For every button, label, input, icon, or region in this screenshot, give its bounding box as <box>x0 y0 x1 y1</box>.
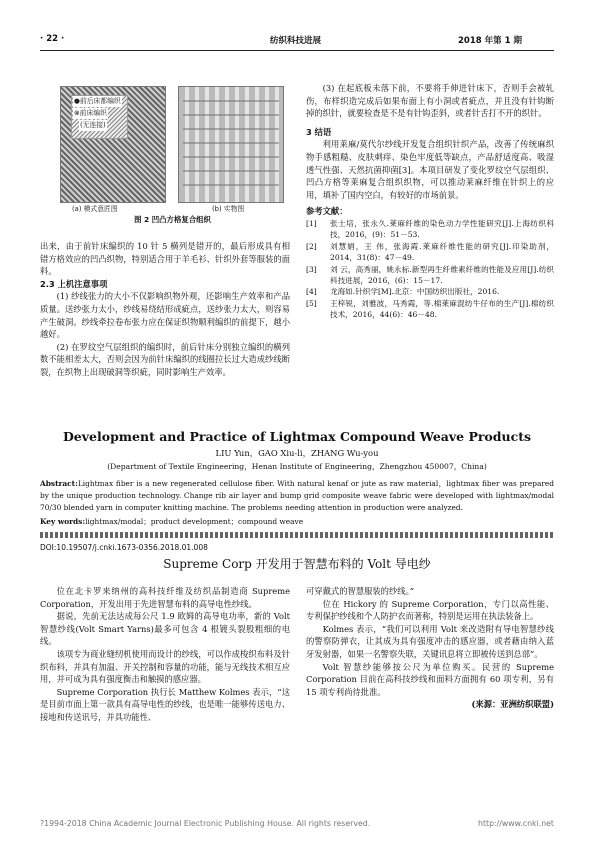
left-column <box>40 240 290 379</box>
fabric-photo-image <box>178 86 284 203</box>
references-title: 参考文献： <box>306 206 348 217</box>
paragraph: Kolmes 表示，“我们可以利用 Volt 来改造附有导电智慧纱线的警察防弹衣，让其成为具有强度冲击的感应器，或者藉由纳入蓝牙发射器，如果一名警察失联，关键讯息将立即被传送到总部”。 <box>306 623 554 659</box>
english-authors: LIU Yun，GAO Xiu-li，ZHANG Wu-you <box>215 448 379 458</box>
reference-item: [2] 刘慧娟，王 伟，张海霞.莱麻纤维性能的研究[J].印染助剂，2014，31(8)：47－49. <box>306 241 554 263</box>
section-heading-3: 3 结语 <box>306 126 332 137</box>
copyright-text: ?1994-2018 China Academic Journal Electronic Publishing House. All rights reserved. <box>40 819 371 828</box>
right-column <box>306 82 554 321</box>
paragraph: 位在 Hickory 的 Supreme Corporation，专门以高性能、专利保护纱线和个人防护衣而著称，特别是运用在执法装备上。 <box>306 598 554 622</box>
legend-label-1: ●前后床都编织 <box>74 97 121 105</box>
running-header <box>0 34 595 50</box>
english-affiliation: (Department of Textile Engineering，Henan Institute of Engineering，Zhengzhou 450007，China) <box>107 462 487 471</box>
reference-item: [5] 王梓锐，刘雅波，马秀霞，等.棉莱麻混纺牛仔布的生产[J].棉纺织技术，2016，44(6)：46－48. <box>306 298 554 320</box>
abstract-label: Abstract: <box>40 479 78 488</box>
section-heading-2-3: 2.3 上机注意事项 <box>40 278 108 289</box>
legend-label-2: ⊗前床编织 <box>74 109 107 117</box>
figure-2 <box>60 82 285 232</box>
subfigure-a-label: (a) 模式意匠图 <box>72 205 118 213</box>
paragraph: 可穿戴式的智慧服装的纱线。” <box>306 586 414 596</box>
copyright-footer <box>40 819 554 828</box>
issue-label: 2018 年第 1 期 <box>458 36 522 46</box>
reference-item: [4] 龙海如.针织学[M].北京：中国纺织出版社，2016. <box>306 287 500 297</box>
paragraph: 出来，由于前针床编织的 10 针 5 横列是错开的，最后形成具有相错方格效应的凹凸织物，特别适合用于羊毛衫、针织外套等服装的面料。 <box>40 241 290 277</box>
cnki-link[interactable]: http://www.cnki.net <box>478 819 554 828</box>
paragraph: 利用莱麻/莫代尔纱线开发复合组织针织产品，改善了传统麻织物手感粗糙、皮肤刺痒、染色牢度低等缺点，产品舒适度高、吸湿透气性强、天然抗菌抑菌[3]。本项目研发了变化罗纹空气层组织、凹凸方格等莱麻复合组织织物，可以推动莱麻纤维在针织上的应用，填补了国内空白，有较好的市场前景。 <box>306 139 554 200</box>
paragraph: 该项专为商业缝纫机使用而设计的纱线，可以作成梭织布料及针织布料，并具有加温、开关控制和容量的功能，能与无线技术相互应用，并可成为具有强度衡击和触摸的感应器。 <box>40 648 290 685</box>
figure-caption: 图 2 凹凸方格复合组织 <box>134 215 211 224</box>
paragraph: 位在北卡罗来纳州的高科技纤维及纺织品制造商 Supreme Corporation，开发出用于先进智慧布料的高导电性纱线。 <box>40 586 290 609</box>
pattern-diagram-image <box>60 86 166 203</box>
subfigure-b-label: (b) 实物图 <box>212 205 245 213</box>
reference-item: [1] 张士培，张永久.莱麻纤维的染色动力学性能研究[J].上海纺织科技，2016，(9)：51－53. <box>306 218 554 240</box>
paragraph: Volt 智慧纱能够按公尺为单位购买。民营的 Supreme Corporation 目前在高科技纱线和面料方面拥有 60 项专利，另有 15 项专利尚待批准。 <box>306 661 554 697</box>
paragraph: (2) 在罗纹空气层组织的编织时，前后针床分别独立编织的横列数不能相差太大，否则会因为前针床编织的线圈拉长过大造成纱线断裂，在织物上出现破洞等织疵，同时影响生产效率。 <box>40 341 290 377</box>
english-abstract: Abstract:Lightmax fiber is a new regenerated cellulose fiber. With natural kenaf or jute as raw material，lightmax fiber was prepared by the unique production technology. Change rib air layer and bump grid composite weave fabric were developed with lightmax/modal 70/30 blended yarn in computer knitting machine. The problems needing attention in production were analyzed. <box>40 479 554 512</box>
section-separator <box>40 532 554 538</box>
doi-line: DOI:10.19507/j.cnki.1673-0356.2018.01.008 <box>40 543 208 552</box>
keywords-label: Key words: <box>40 517 86 526</box>
paragraph: (1) 纱线张力的大小不仅影响织物外观，还影响生产效率和产品质量。送纱张力太小，纱线易绕结形成疵点，送纱张力太大，则容易产生破洞。纱线牵拉卷布张力应在保证织物顺利编织的前提下，越小越好。 <box>40 291 290 340</box>
english-keywords: Key words:lightmax/modal；product development；compound weave <box>40 517 304 526</box>
reference-item: [3] 刘 云，高秀丽，姚永标.新型再生纤维素纤维的性能及应用[J].纺织科技进展，2016，(6)：15－17. <box>306 264 554 285</box>
paragraph: 据说，先前无法达成每公尺 1.9 欧姆的高导电功率，新的 Volt 智慧纱线(Volt Smart Yarns)最多可包含 4 根镀头裂股粗细的电线。 <box>40 611 290 647</box>
news-right-column <box>306 585 554 711</box>
english-title: Development and Practice of Lightmax Compound Weave Products <box>62 429 532 444</box>
reference-list <box>306 218 554 321</box>
paragraph: Supreme Corporation 执行长 Matthew Kolmes 表示，“这是目前市面上第一款具有高导电性的纱线，也是唯一能够传送电力、接地和传送讯号，并具功能性、 <box>40 686 290 722</box>
legend-label-3: (无连接) <box>80 121 106 129</box>
article-title: Supreme Corp 开发用于智慧布料的 Volt 导电纱 <box>163 557 431 571</box>
source-note: (来源：亚洲纺织联盟) <box>471 699 554 710</box>
page-number: · 22 · <box>40 34 65 44</box>
news-left-column <box>40 585 290 724</box>
paragraph: (3) 在起底板未落下前，不要将手伸进针床下，否则手会被轧伤，布样织造完成后如果布面上有小洞或者疵点，并且没有针钩断掉的织针，就要检查是不是有针钩歪斜，或者针舌打不开的织针。 <box>306 83 554 119</box>
header-rule <box>40 50 554 51</box>
journal-name: 纺织科技进展 <box>270 36 322 46</box>
